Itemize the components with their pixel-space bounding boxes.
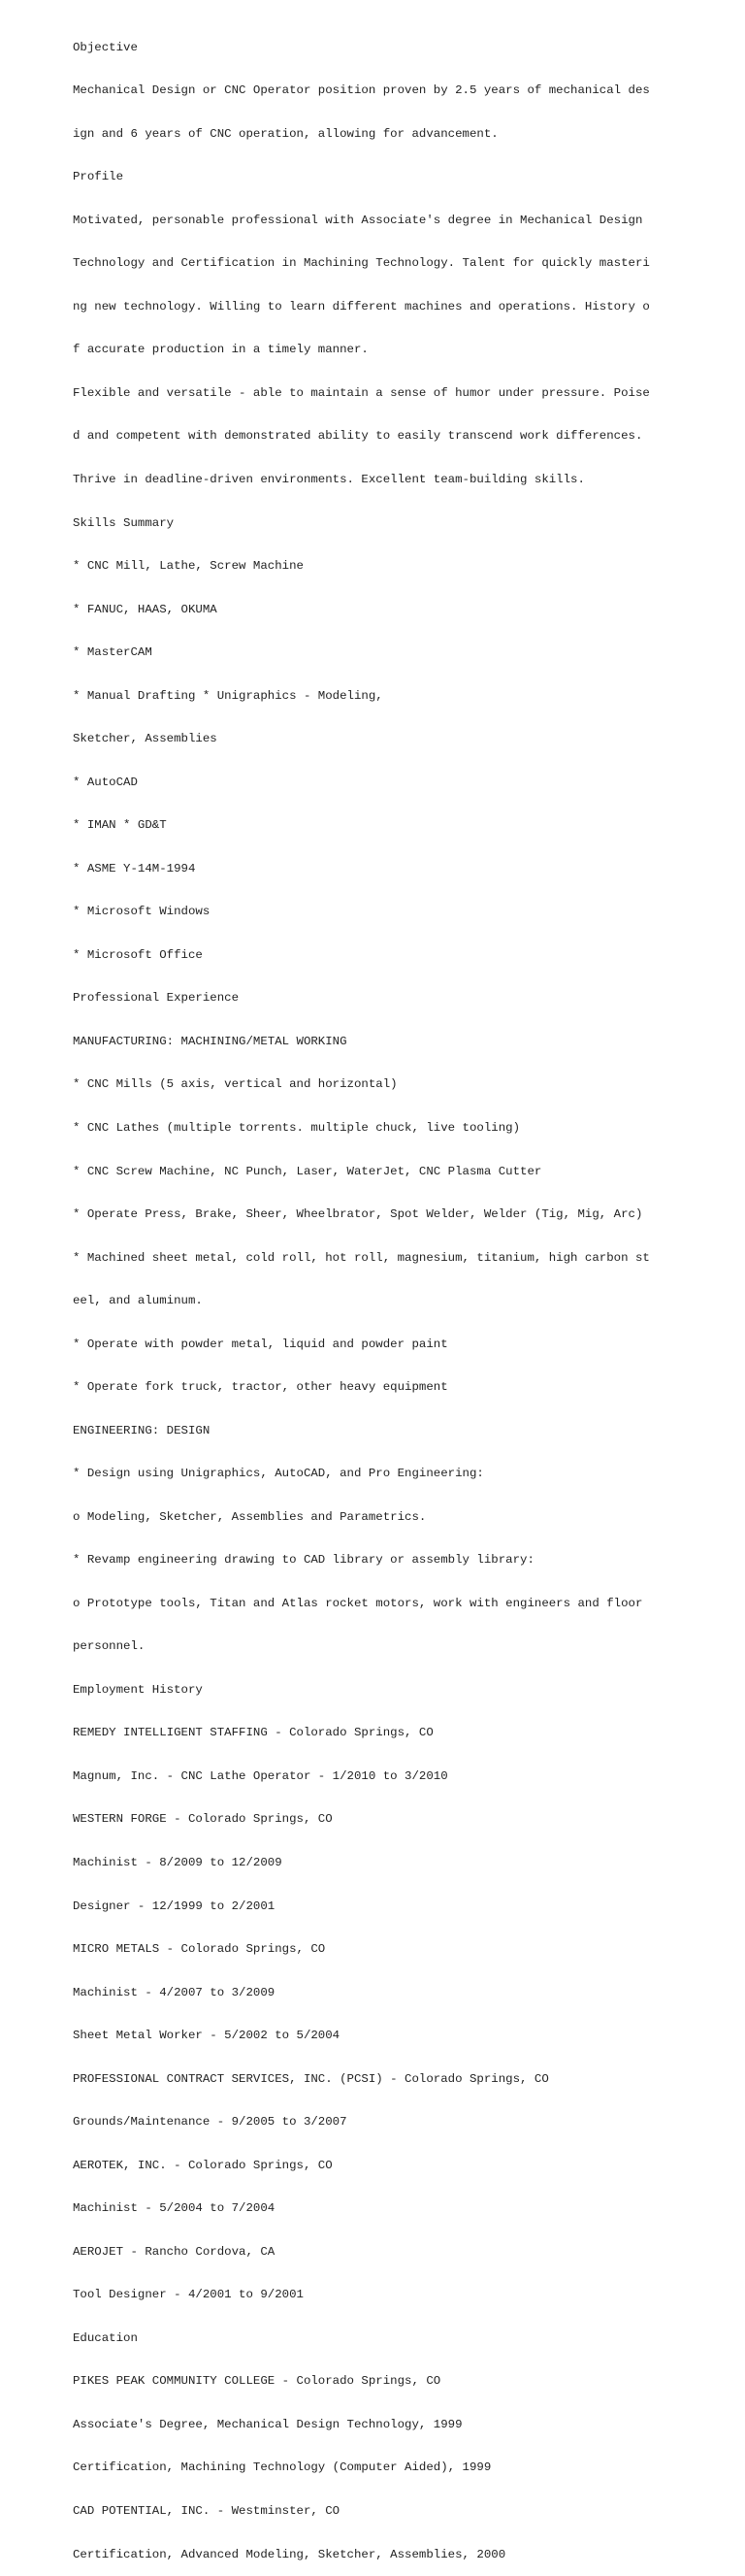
experience-item: * Design using Unigraphics, AutoCAD, and Pro Engineering: <box>73 1467 484 1481</box>
school-line: PIKES PEAK COMMUNITY COLLEGE - Colorado Springs, CO <box>73 2374 441 2389</box>
skill-item: * ASME Y-14M-1994 <box>73 861 196 875</box>
employer-line: MICRO METALS - Colorado Springs, CO <box>73 1942 326 1957</box>
experience-item: * Operate Press, Brake, Sheer, Wheelbrator, Spot Welder, Welder (Tig, Mig, Arc) <box>73 1207 643 1222</box>
credential-line: Certification, Advanced Modeling, Sketcher, Assemblies, 2000 <box>73 2547 506 2561</box>
skill-item: * Microsoft Windows <box>73 905 211 919</box>
job-line: Magnum, Inc. - CNC Lathe Operator - 1/2010 to 3/2010 <box>73 1768 448 1783</box>
experience-item: * CNC Lathes (multiple torrents. multiple chuck, live tooling) <box>73 1120 521 1135</box>
job-line: Tool Designer - 4/2001 to 9/2001 <box>73 2288 304 2302</box>
job-line: Machinist - 4/2007 to 3/2009 <box>73 1985 275 1999</box>
text-line: ng new technology. Willing to learn different machines and operations. History o <box>73 299 650 314</box>
credential-line: Associate's Degree, Mechanical Design Technology, 1999 <box>73 2417 463 2431</box>
text-line: Flexible and versatile - able to maintain a sense of humor under pressure. Poise <box>73 385 650 400</box>
job-line: Sheet Metal Worker - 5/2002 to 5/2004 <box>73 2029 340 2043</box>
experience-item: * Machined sheet metal, cold roll, hot roll, magnesium, titanium, high carbon st <box>73 1250 650 1265</box>
section-heading-profile: Profile <box>73 170 124 184</box>
employer-line: AEROTEK, INC. - Colorado Springs, CO <box>73 2158 333 2172</box>
skill-item: * IMAN * GD&T <box>73 818 167 833</box>
text-line: Motivated, personable professional with Associate's degree in Mechanical Design <box>73 213 643 227</box>
job-line: Designer - 12/1999 to 2/2001 <box>73 1899 275 1913</box>
employer-line: WESTERN FORGE - Colorado Springs, CO <box>73 1812 333 1827</box>
text-line: Mechanical Design or CNC Operator position proven by 2.5 years of mechanical des <box>73 83 650 98</box>
experience-item: * Operate fork truck, tractor, other heavy equipment <box>73 1380 448 1395</box>
text-line: f accurate production in a timely manner. <box>73 343 369 357</box>
text-line: ign and 6 years of CNC operation, allowing for advancement. <box>73 126 499 141</box>
employer-line: AEROJET - Rancho Cordova, CA <box>73 2244 275 2259</box>
experience-item: eel, and aluminum. <box>73 1294 203 1308</box>
school-line: CAD POTENTIAL, INC. - Westminster, CO <box>73 2503 340 2518</box>
experience-item: o Prototype tools, Titan and Atlas rocket motors, work with engineers and floor <box>73 1596 643 1610</box>
skill-item: * Microsoft Office <box>73 947 203 962</box>
resume-document <box>73 12 732 2576</box>
experience-item: * Operate with powder metal, liquid and powder paint <box>73 1337 448 1351</box>
text-line: Technology and Certification in Machining Technology. Talent for quickly masteri <box>73 256 650 271</box>
job-line: Machinist - 5/2004 to 7/2004 <box>73 2201 275 2216</box>
subheading-manufacturing: MANUFACTURING: MACHINING/METAL WORKING <box>73 1034 347 1048</box>
experience-item: personnel. <box>73 1639 146 1654</box>
text-line: Thrive in deadline-driven environments. Excellent team-building skills. <box>73 473 585 486</box>
section-heading-skills-summary: Skills Summary <box>73 515 175 530</box>
text-line: d and competent with demonstrated ability to easily transcend work differences. <box>73 429 643 444</box>
subheading-engineering-design: ENGINEERING: DESIGN <box>73 1423 211 1437</box>
skill-item: * CNC Mill, Lathe, Screw Machine <box>73 559 304 574</box>
experience-item: * Revamp engineering drawing to CAD library or assembly library: <box>73 1553 534 1568</box>
skill-item: * Manual Drafting * Unigraphics - Modeling, <box>73 688 383 703</box>
skill-item: * AutoCAD <box>73 775 138 789</box>
skill-item: * MasterCAM <box>73 645 152 660</box>
skill-item: Sketcher, Assemblies <box>73 732 217 746</box>
job-line: Machinist - 8/2009 to 12/2009 <box>73 1856 282 1869</box>
experience-item: * CNC Screw Machine, NC Punch, Laser, WaterJet, CNC Plasma Cutter <box>73 1164 542 1178</box>
section-heading-education: Education <box>73 2330 138 2345</box>
skill-item: * FANUC, HAAS, OKUMA <box>73 602 217 616</box>
section-heading-employment-history: Employment History <box>73 1682 203 1697</box>
job-line: Grounds/Maintenance - 9/2005 to 3/2007 <box>73 2115 347 2130</box>
experience-item: o Modeling, Sketcher, Assemblies and Parametrics. <box>73 1509 427 1524</box>
employer-line: PROFESSIONAL CONTRACT SERVICES, INC. (PCSI) - Colorado Springs, CO <box>73 2071 549 2086</box>
experience-item: * CNC Mills (5 axis, vertical and horizontal) <box>73 1077 398 1092</box>
section-heading-objective: Objective <box>73 40 138 54</box>
employer-line: REMEDY INTELLIGENT STAFFING - Colorado Springs, CO <box>73 1726 434 1740</box>
section-heading-professional-experience: Professional Experience <box>73 991 240 1006</box>
credential-line: Certification, Machining Technology (Computer Aided), 1999 <box>73 2460 492 2475</box>
